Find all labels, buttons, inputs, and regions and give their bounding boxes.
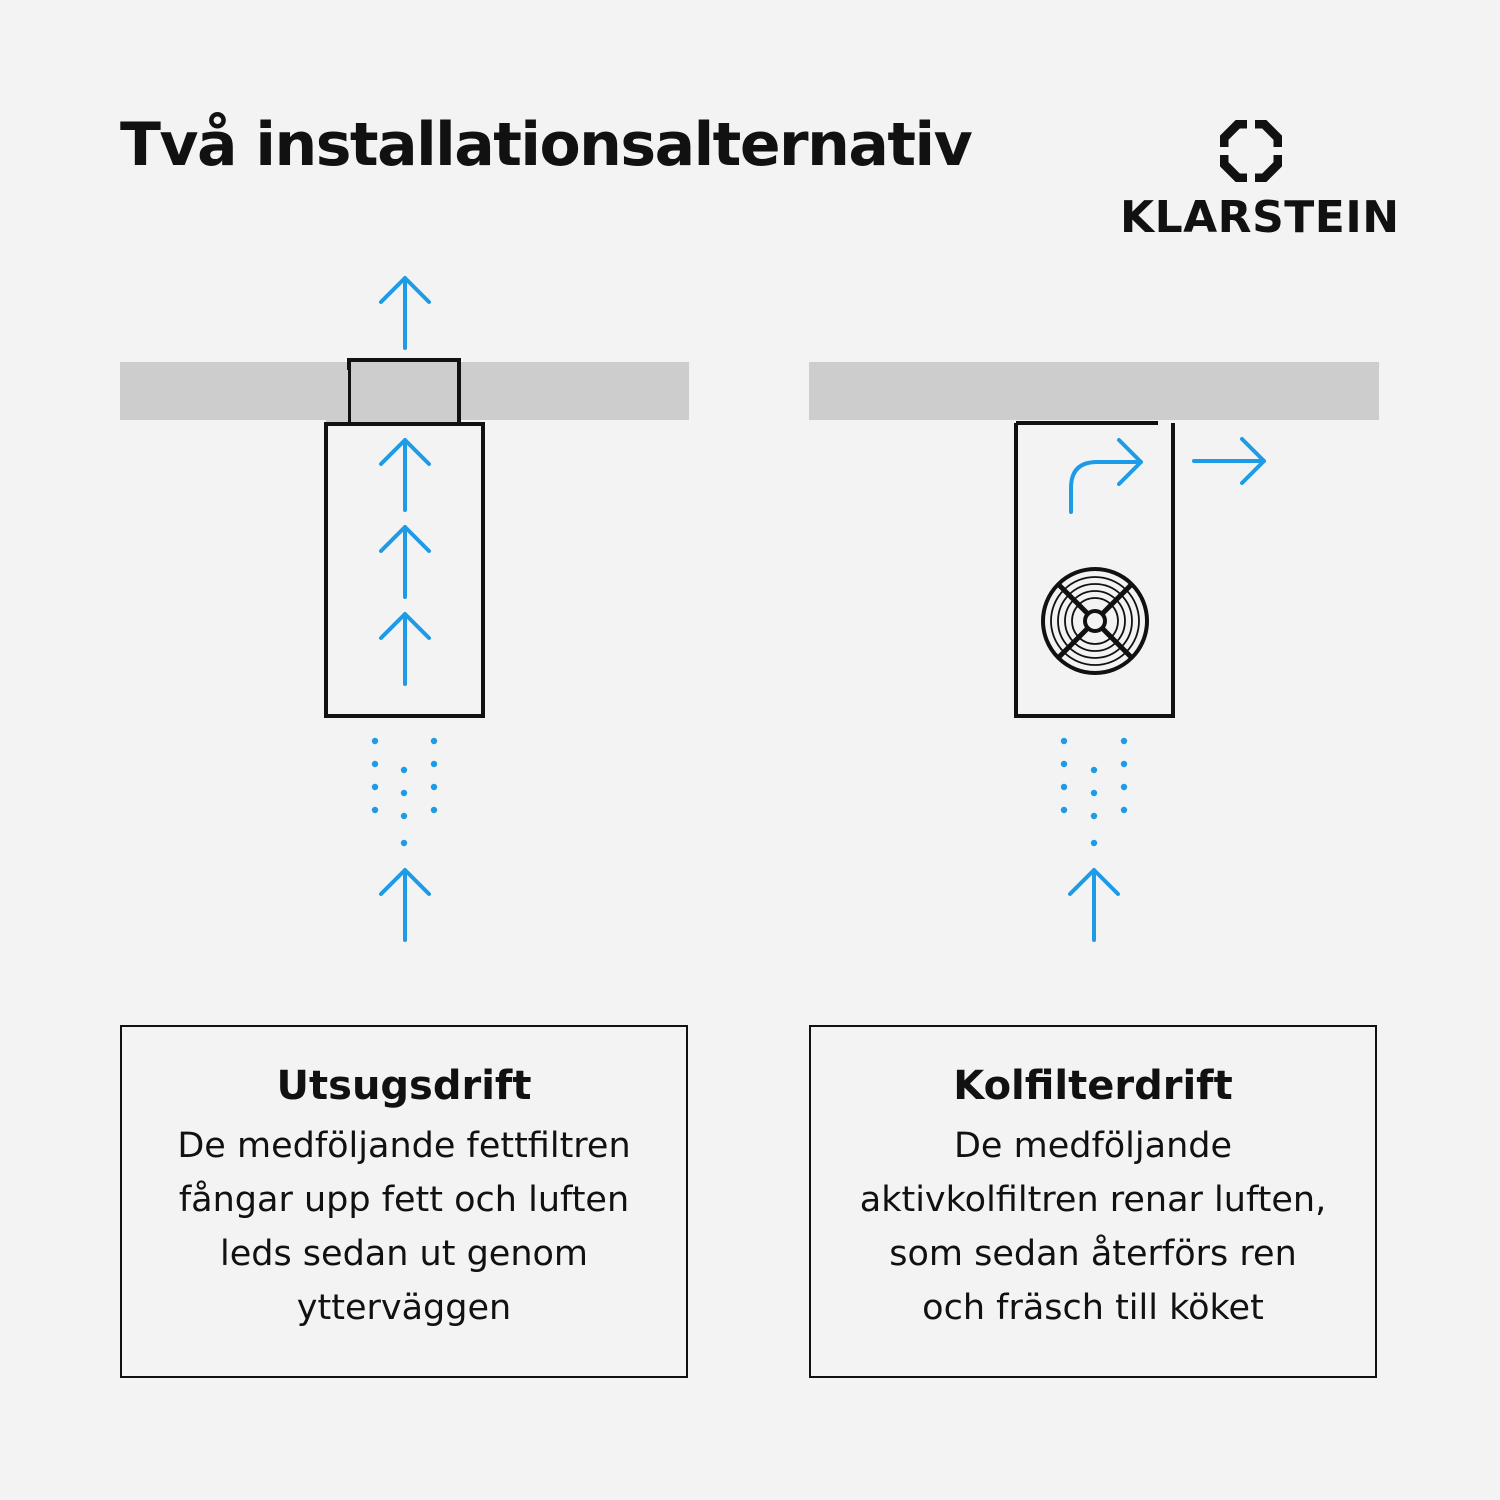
ceiling-right [809,362,1379,420]
recirculation-arrow-icon [1071,440,1141,512]
card-description [833,1119,1353,1335]
description-line: fångar upp fett och luften [178,1180,630,1220]
description-line: De medföljande [953,1126,1233,1166]
description-line: och fräsch till köket [922,1288,1264,1328]
extraction-mode-card [120,1025,688,1378]
brand-name: KLARSTEIN [1120,192,1400,243]
recirculation-mode-diagram [809,362,1379,940]
extraction-mode-diagram [120,278,689,940]
exhaust-arrow-icon [381,278,429,348]
intake-arrow-icon [381,870,429,940]
description-line: leds sedan ut genom [219,1234,589,1274]
steam-dots [372,738,437,846]
card-description [144,1119,664,1335]
fan-icon [1043,569,1147,673]
recirculation-mode-card [809,1025,1377,1378]
intake-arrow-icon [1070,870,1118,940]
description-line: som sedan återförs ren [889,1234,1297,1274]
description-line: ytterväggen [296,1288,512,1328]
description-line: De medföljande fettfiltren [177,1126,631,1166]
card-title: Kolfilterdrift [953,1063,1233,1109]
duct-opening [349,360,459,424]
outflow-arrow-icon [1194,439,1264,483]
page-title: Två installationsalternativ [120,110,972,180]
description-line: aktivkolfiltren renar luften, [859,1180,1327,1220]
steam-dots [1061,738,1127,846]
card-title: Utsugsdrift [276,1063,532,1109]
